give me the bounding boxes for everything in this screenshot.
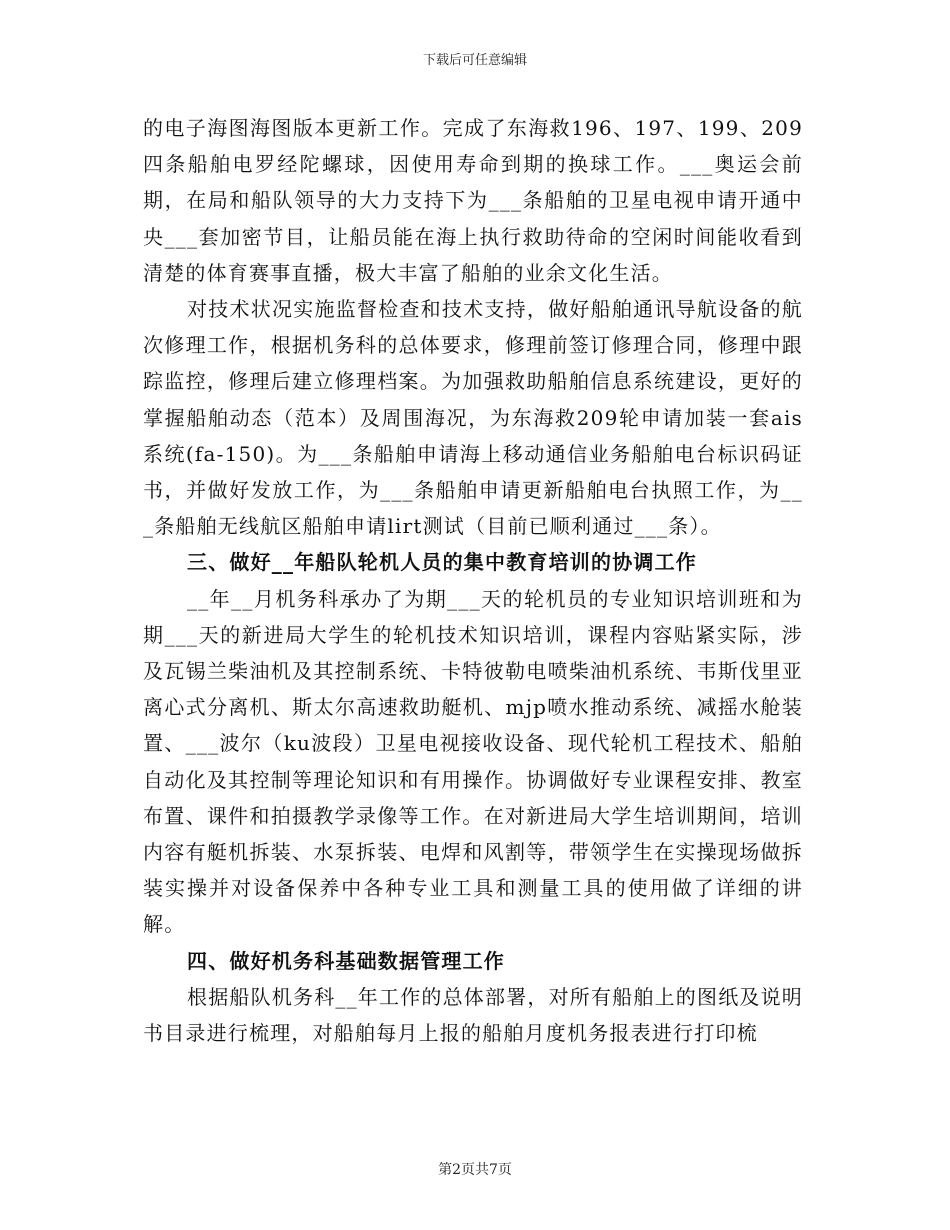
section-heading-training: 三、做好__年船队轮机人员的集中教育培训的协调工作 <box>187 550 697 575</box>
page-number: 第2页共7页 <box>438 1162 512 1178</box>
section-heading-data-management: 四、做好机务科基础数据管理工作 <box>187 948 505 973</box>
document-body <box>143 110 803 1051</box>
page-header-note: 下载后可任意编辑 <box>422 53 527 68</box>
paragraph-satellite-tv: 的电子海图海图版本更新工作。完成了东海救196、197、199、209四条船舶电罗经陀螺球，因使用寿命到期的换球工作。___奥运会前期，在局和船队领导的大力支持下为___条船舶的卫星电视申请开通中央___套加密节目，让船员能在海上执行救助待命的空闲时间能收看到清楚的体育赛事直播，极大丰富了船舶的业余文化生活。 <box>143 116 803 285</box>
paragraph-training: __年__月机务科承办了为期___天的轮机员的专业知识培训班和为期___天的新进局大学生的轮机技术知识培训，课程内容贴紧实际，涉及瓦锡兰柴油机及其控制系统、卡特彼勒电喷柴油机系统、韦斯伐里亚离心式分离机、斯太尔高速救助艇机、mjp喷水推动系统、减摇水舱装置、___波尔（ku波段）卫星电视接收设备、现代轮机工程技术、船舶自动化及其控制等理论知识和有用操作。协调做好专业课程安排、教室布置、课件和拍摄教学录像等工作。在对新进局大学生培训期间，培训内容有艇机拆装、水泵拆装、电焊和风割等，带领学生在实操现场做拆装实操并对设备保养中各种专业工具和测量工具的使用做了详细的讲解。 <box>143 586 803 937</box>
paragraph-data-management: 根据船队机务科__年工作的总体部署，对所有船舶上的图纸及说明书目录进行梳理，对船舶每月上报的船舶月度机务报表进行打印梳 <box>143 984 803 1046</box>
paragraph-navigation-repair: 对技术状况实施监督检查和技术支持，做好船舶通讯导航设备的航次修理工作，根据机务科的总体要求，修理前签订修理合同，修理中跟踪监控，修理后建立修理档案。为加强救助船舶信息系统建设，更好的掌握船舶动态（范本）及周围海况，为东海救209轮申请加装一套ais系统(fa-150)。为___条船舶申请海上移动通信业务船舶电台标识码证书，并做好发放工作，为___条船舶申请更新船舶电台执照工作，为___条船舶无线航区船舶申请lirt测试（目前已顺利通过___条）。 <box>143 297 803 539</box>
